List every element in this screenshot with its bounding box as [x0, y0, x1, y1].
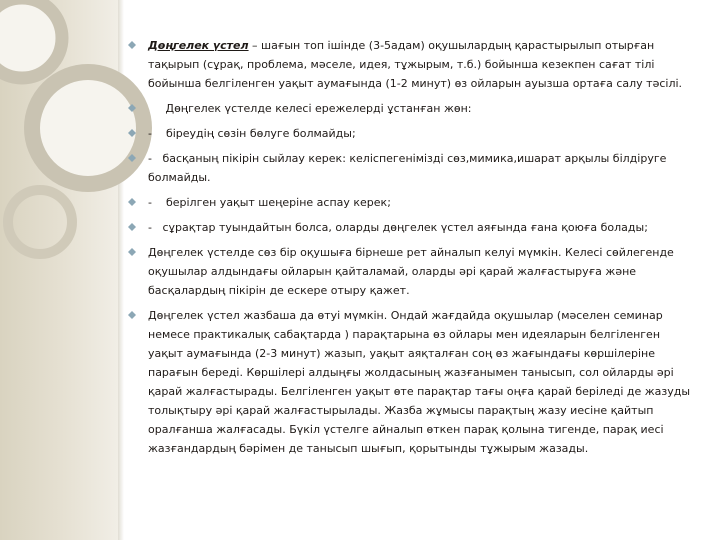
diamond-bullet-icon [128, 311, 136, 319]
diamond-bullet-icon [128, 104, 136, 112]
diamond-bullet-icon [128, 248, 136, 256]
bullet-item [128, 193, 698, 212]
term-highlight: Дөңгелек үстел [148, 39, 249, 52]
bullet-text: Дөңгелек үстелде сөз бір оқушыға бірнеше рет айналып келуі мүмкін. Келесі сөйлегенде оқушылар алдындағы ойларын қайталамай, оларды әрі қарай жалғастыруға және басқалардың пікірін де ескере отыру қажет. [148, 246, 674, 297]
slide-body [128, 36, 698, 464]
bullet-text: - берілген уақыт шеңеріне аспау керек; [148, 196, 391, 209]
bullet-list [128, 36, 698, 458]
ring-icon [8, 190, 72, 254]
bullet-item [128, 243, 698, 300]
diamond-bullet-icon [128, 41, 136, 49]
diamond-bullet-icon [128, 154, 136, 162]
diamond-bullet-icon [128, 129, 136, 137]
ring-icon [0, 0, 62, 78]
bullet-text: - басқаның пікірін сыйлау керек: келіспегенімізді сөз,мимика,ишарат арқылы білдіруге болмайды. [148, 152, 670, 184]
diamond-bullet-icon [128, 198, 136, 206]
bullet-item [128, 306, 698, 458]
bullet-text: – шағын топ ішінде (3-5адам) оқушылардың қарастырылып отырған тақырып (сұрақ, проблема, мәселе, идея, тұжырым, т.б.) бойынша кезекпен сағат тілі бойынша белгіленген уақыт аумағында (1-2 минут) өз ойларын ауызша ортаға салу тәсілі. [148, 39, 683, 90]
bullet-item [128, 124, 698, 143]
bullet-item [128, 218, 698, 237]
bullet-item [128, 99, 698, 118]
bullet-text: Дөңгелек үстел жазбаша да өтуі мүмкін. Ондай жағдайда оқушылар (мәселен семинар немесе практикалық сабақтарда ) парақтарына өз ойлары мен идеяларын белгіленген уақыт аумағында (2-3 минут) жазып, уақыт аяқталған соң өз жағындағы көршілеріне парағын береді. Көршілері алдыңғы жолдасының жазғанымен танысып, сол ойларды әрі қарай жалғастырады. Белгіленген уақыт өте парақтар тағы оңға қарай беріледі де жазуды толықтыру әрі қарай жалғастырылады. Жазба жұмысы парақтың жазу иесіне қайтып оралғанша жалғасады. Бүкіл үстелге айналып өткен парақ қолына тигенде, парақ иесі жазғандардың бәрімен де танысып шығып, қорытынды тұжырым жазады. [148, 309, 691, 455]
bullet-item [128, 149, 698, 187]
bullet-text: Дөңгелек үстелде келесі ережелерді ұстанған жөн: [148, 102, 472, 115]
bullet-item [128, 36, 698, 93]
bullet-text: - біреудің сөзін бөлуге болмайды; [148, 127, 356, 140]
diamond-bullet-icon [128, 223, 136, 231]
bullet-text: - сұрақтар туындайтын болса, оларды дөңгелек үстел аяғында ғана қоюға болады; [148, 221, 648, 234]
